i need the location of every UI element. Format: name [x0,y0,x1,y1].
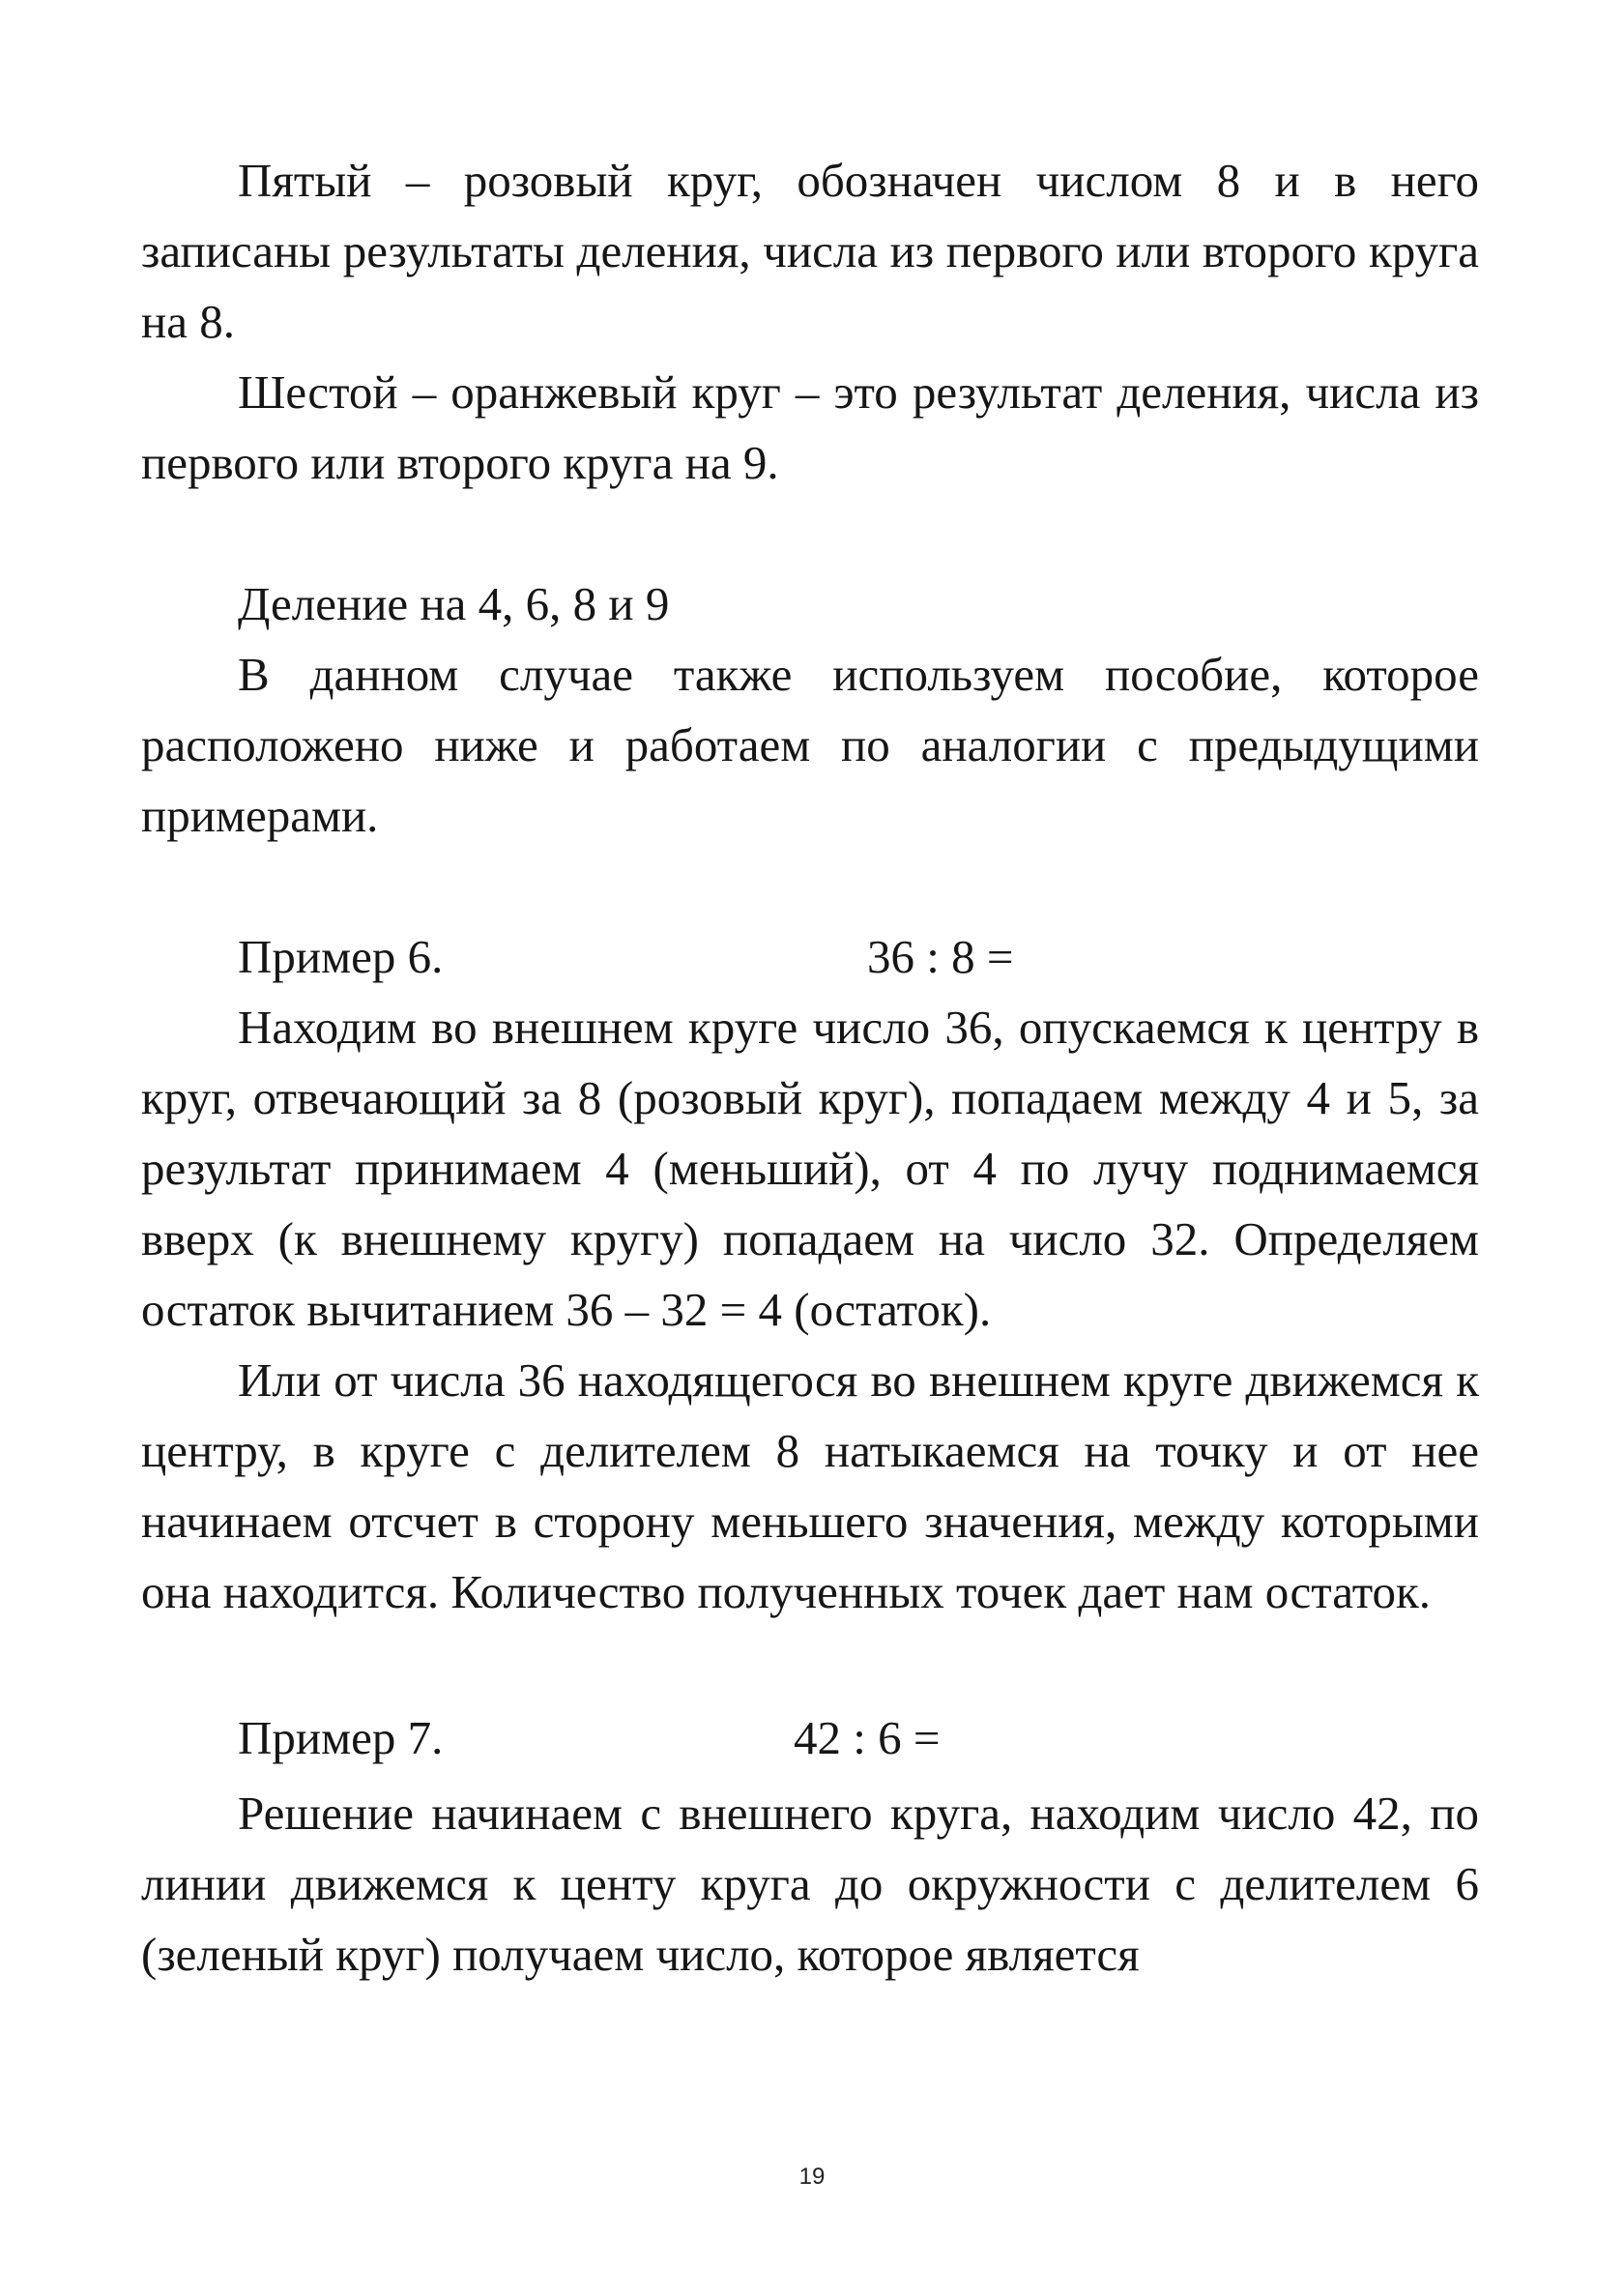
example-7 [141,1702,1479,1773]
paragraph-example-6-method-1: Находим во внешнем круге число 36, опускаемся к центру в круг, отвечающий за 8 (розовый круг), попадаем между 4 и 5, за результат принимаем 4 (меньший), от 4 по лучу поднимаемся вверх (к внешнему кругу) попадаем на число 32. Определяем остаток вычитанием 36 – 32 = 4 (остаток). [141,1001,1479,1336]
page-body [141,145,1479,1990]
example-7-expression: 42 : 6 = [794,1711,941,1764]
spacer [141,851,1479,921]
example-7-label: Пример 7. [238,1711,444,1764]
section-heading: Деление на 4, 6, 8 и 9 [238,577,670,630]
paragraph-example-7: Решение начинаем с внешнего круга, находим число 42, по линии движемся к центу круга до окружности с делителем 6 (зеленый круг) получаем число, которое является [141,1787,1479,1981]
example-6-label: Пример 6. [238,930,444,983]
page-number: 19 [798,2164,826,2190]
paragraph-orange-circle: Шестой – оранжевый круг – это результат деления, числа из первого или второго круга на 9. [141,365,1479,489]
spacer [141,498,1479,568]
example-6 [141,921,1479,992]
paragraph-intro: В данном случае также используем пособие, которое расположено ниже и работаем по аналогии с предыдущими примерами. [141,648,1479,842]
paragraph-example-6-method-2: Или от числа 36 находящегося во внешнем круге движемся к центру, в круге с делителем 8 натыкаемся на точку и от нее начинаем отсчет в сторону меньшего значения, между которыми она находится. Количество полученных точек дает нам остаток. [141,1353,1479,1618]
paragraph-pink-circle: Пятый – розовый круг, обозначен числом 8 и в него записаны результаты деления, числа из первого или второго круга на 8. [141,154,1479,348]
spacer [141,1627,1479,1698]
example-6-expression: 36 : 8 = [867,930,1014,983]
